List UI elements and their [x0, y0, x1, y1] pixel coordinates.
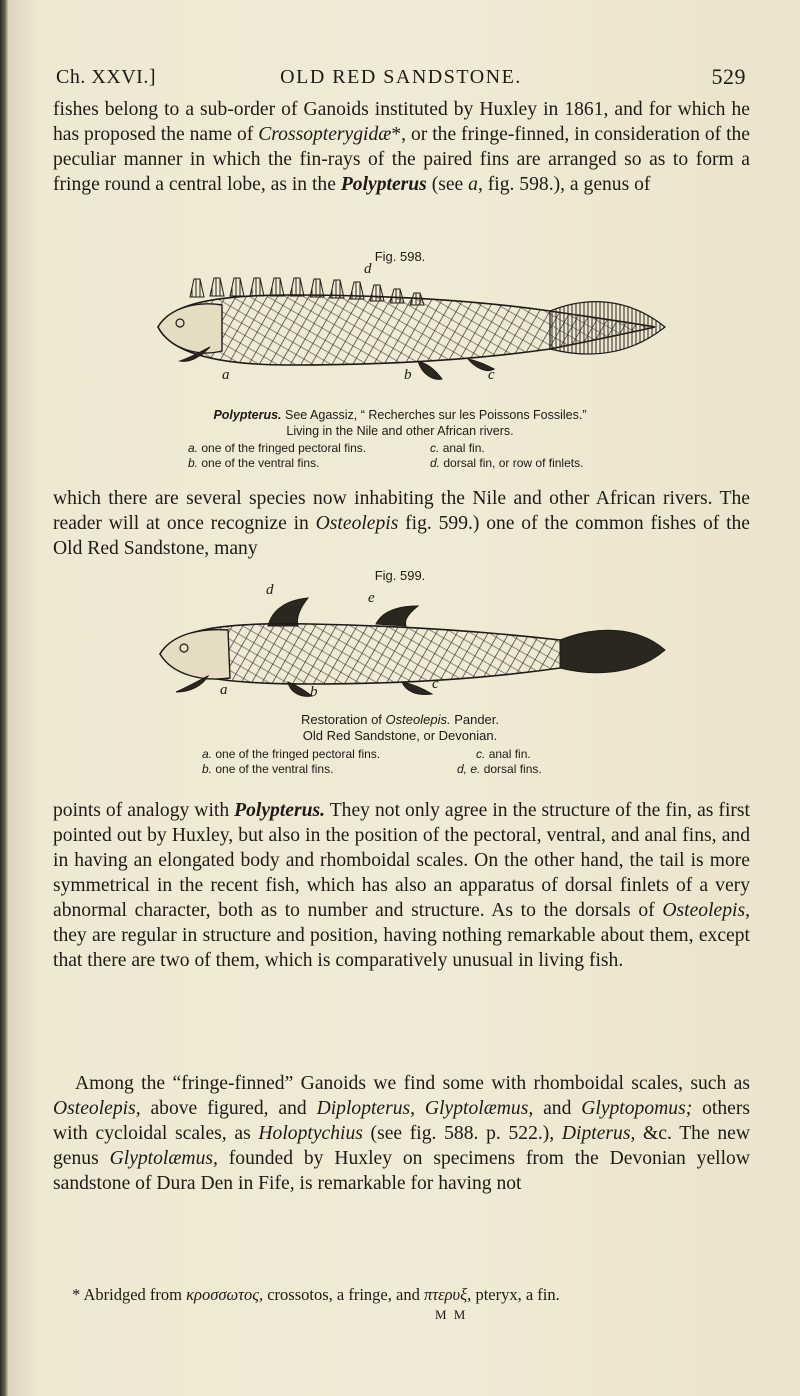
fig599-head	[160, 630, 230, 679]
p2-genus-osteolepis: Osteolepis	[315, 513, 399, 534]
fig598-tail	[550, 302, 665, 354]
legend-key: a.	[202, 747, 213, 761]
fig599-dorsal-fin-d	[268, 598, 308, 626]
p3-text-c: they are regular in structure and position, having nothing remarkable about them, except that there are two of them, which is comparatively unusual in living fish.	[53, 925, 750, 971]
running-header	[56, 62, 746, 92]
p4-text-g: &c. The new genus	[53, 1123, 750, 1169]
footnote-greek-krossotos: κροσσωτος,	[186, 1285, 264, 1304]
fig598-head	[158, 304, 222, 353]
legend-text: anal fin.	[442, 441, 485, 455]
fig599-pectoral-fin	[176, 676, 208, 692]
legend-key: a.	[188, 441, 199, 455]
fig599-tail	[560, 630, 665, 672]
footnote-text-a: * Abridged from	[72, 1285, 187, 1304]
fig599-legend-a	[202, 747, 380, 762]
fig599-letter-a: a	[220, 682, 228, 698]
legend-text: anal fin.	[488, 747, 531, 761]
p4-text-c	[415, 1098, 425, 1119]
fig598-letter-a: a	[222, 367, 230, 383]
paragraph-3	[53, 798, 750, 973]
legend-text: one of the ventral fins.	[201, 456, 320, 470]
fig598-caption-genus: Polypterus.	[213, 408, 282, 422]
fig599-label: Fig. 599.	[374, 568, 426, 583]
paragraph-1	[53, 97, 750, 197]
fig599-legend-de	[457, 762, 542, 777]
fig598-legend-c	[430, 441, 485, 456]
p2-text-a: which there are several species now inhabiting the Nile and other African rivers. The reader will at once recognize in	[53, 488, 750, 534]
legend-text: dorsal fin, or row of finlets.	[443, 456, 584, 470]
fig599-letter-b: b	[310, 684, 318, 700]
footnote	[72, 1285, 752, 1305]
p1-ref-letter: a	[468, 174, 478, 195]
book-spine-edge	[0, 0, 8, 1396]
fig599-svg	[150, 588, 670, 698]
fig599-caption-line2: Old Red Sandstone, or Devonian.	[302, 727, 498, 743]
fig598-caption-rest: See Agassiz, “ Recherches sur les Poissons Fossiles.”	[285, 408, 587, 422]
fig599-letter-d: d	[266, 582, 274, 598]
legend-key: b.	[188, 456, 199, 470]
fig599-osteolepis-illustration	[150, 582, 670, 700]
fig599-caption-pre: Restoration of	[300, 712, 386, 727]
p3-text-b: They not only agree in the structure of the fin, as first pointed out by Huxley, but also in the position of the pectoral, ventral, and anal fins, and in having an elongated body and rhomboidal scales. On the other hand, the tail is more symmetrical in the recent fish, which has also an apparatus of dorsal finlets of a very abnormal character, both as to number and structure. As to the dorsals of	[53, 800, 750, 921]
p4-text-b: above figured, and	[140, 1098, 317, 1119]
paragraph-2	[53, 486, 750, 561]
fig599-letter-e: e	[368, 590, 375, 606]
p4-text-a: Among the “fringe-finned” Ganoids we find some with rhomboidal scales, such as	[75, 1073, 750, 1094]
p1-term-crossopterygidae: Crossopterygidæ	[258, 124, 392, 145]
fig598-legend-a	[188, 441, 366, 456]
p1-text-c: (see	[426, 174, 469, 195]
p1-text-a: fishes belong to a sub-order of Ganoids instituted by Huxley in 1861, and for which he has proposed the name of	[53, 99, 750, 145]
p4-text-f: (see fig. 588. p. 522.),	[362, 1123, 562, 1144]
fig598-legend-b	[188, 456, 319, 471]
running-title: OLD RED SANDSTONE.	[280, 66, 522, 88]
legend-text: dorsal fins.	[483, 762, 542, 776]
fig599-caption-post: Pander.	[450, 712, 500, 727]
legend-key: c.	[476, 747, 486, 761]
footnote-greek-pteryx: πτερυξ,	[423, 1285, 472, 1304]
fig599-letter-c: c	[432, 676, 439, 692]
p4-genus-osteolepis: Osteolepis,	[53, 1098, 141, 1119]
p4-genus-dipterus: Dipterus,	[561, 1123, 636, 1144]
page-number: 529	[711, 64, 746, 89]
p1-text-b: *, or the fringe-finned, in consideration of the peculiar manner in which the fin-rays of the paired fins are arranged so as to form a fringe round a central lobe, as in the	[53, 124, 751, 195]
paragraph-4	[53, 1071, 750, 1196]
fig598-label: Fig. 598.	[374, 249, 426, 264]
legend-key: c.	[430, 441, 440, 455]
legend-text: one of the fringed pectoral fins.	[215, 747, 381, 761]
fig599-legend-c	[476, 747, 531, 762]
p3-text-a: points of analogy with	[53, 800, 235, 821]
fig598-letter-d: d	[364, 261, 372, 277]
footnote-text-c: pteryx, a fin.	[471, 1285, 560, 1304]
fig599-legend-b	[202, 762, 333, 777]
fig599-caption-genus: Osteolepis.	[385, 712, 451, 727]
p4-text-h: founded by Huxley on specimens from the Devonian yellow sandstone of Dura Den in Fife, is remarkable for having not	[53, 1148, 750, 1194]
p4-text-d: and	[533, 1098, 582, 1119]
fig599-dorsal-fin-e	[376, 606, 418, 626]
p4-genus-diplopterus: Diplopterus,	[316, 1098, 416, 1119]
p3-genus-osteolepis: Osteolepis,	[662, 900, 750, 921]
p4-genus-glyptopomus: Glyptopomus;	[581, 1098, 693, 1119]
fig599-caption	[0, 712, 800, 743]
fig598-caption	[0, 408, 800, 439]
legend-key: b.	[202, 762, 213, 776]
p2-text-b: fig. 599.) one of the common fishes of the Old Red Sandstone, many	[53, 513, 751, 559]
fig598-legend-d	[430, 456, 583, 471]
fig599-anal-fin	[402, 682, 432, 695]
p4-text-e: others with cycloidal scales, as	[53, 1098, 750, 1144]
chapter-label: Ch. XXVI.]	[56, 66, 156, 88]
fig598-caption-line2: Living in the Nile and other African rivers.	[286, 423, 514, 438]
fig598-polypterus-illustration	[150, 261, 670, 385]
footnote-text-b: crossotos, a fringe, and	[263, 1285, 424, 1304]
p4-genus-holoptychius: Holoptychius	[258, 1123, 363, 1144]
fig598-letter-c: c	[488, 367, 495, 383]
fig598-letter-b: b	[404, 367, 412, 383]
p1-genus-polypterus: Polypterus	[340, 174, 427, 195]
legend-key: d.	[430, 456, 441, 470]
legend-text: one of the fringed pectoral fins.	[201, 441, 367, 455]
p4-genus-glyptolaemus: Glyptolæmus,	[424, 1098, 534, 1119]
legend-text: one of the ventral fins.	[215, 762, 334, 776]
p4-genus-glyptolaemus-2: Glyptolæmus,	[109, 1148, 218, 1169]
fig598-ventral-fin	[418, 361, 442, 379]
p3-genus-polypterus: Polypterus.	[234, 800, 326, 821]
signature-mark: M M	[435, 1307, 468, 1322]
legend-key: d, e.	[457, 762, 481, 776]
p1-text-d: , fig. 598.), a genus of	[477, 174, 651, 195]
